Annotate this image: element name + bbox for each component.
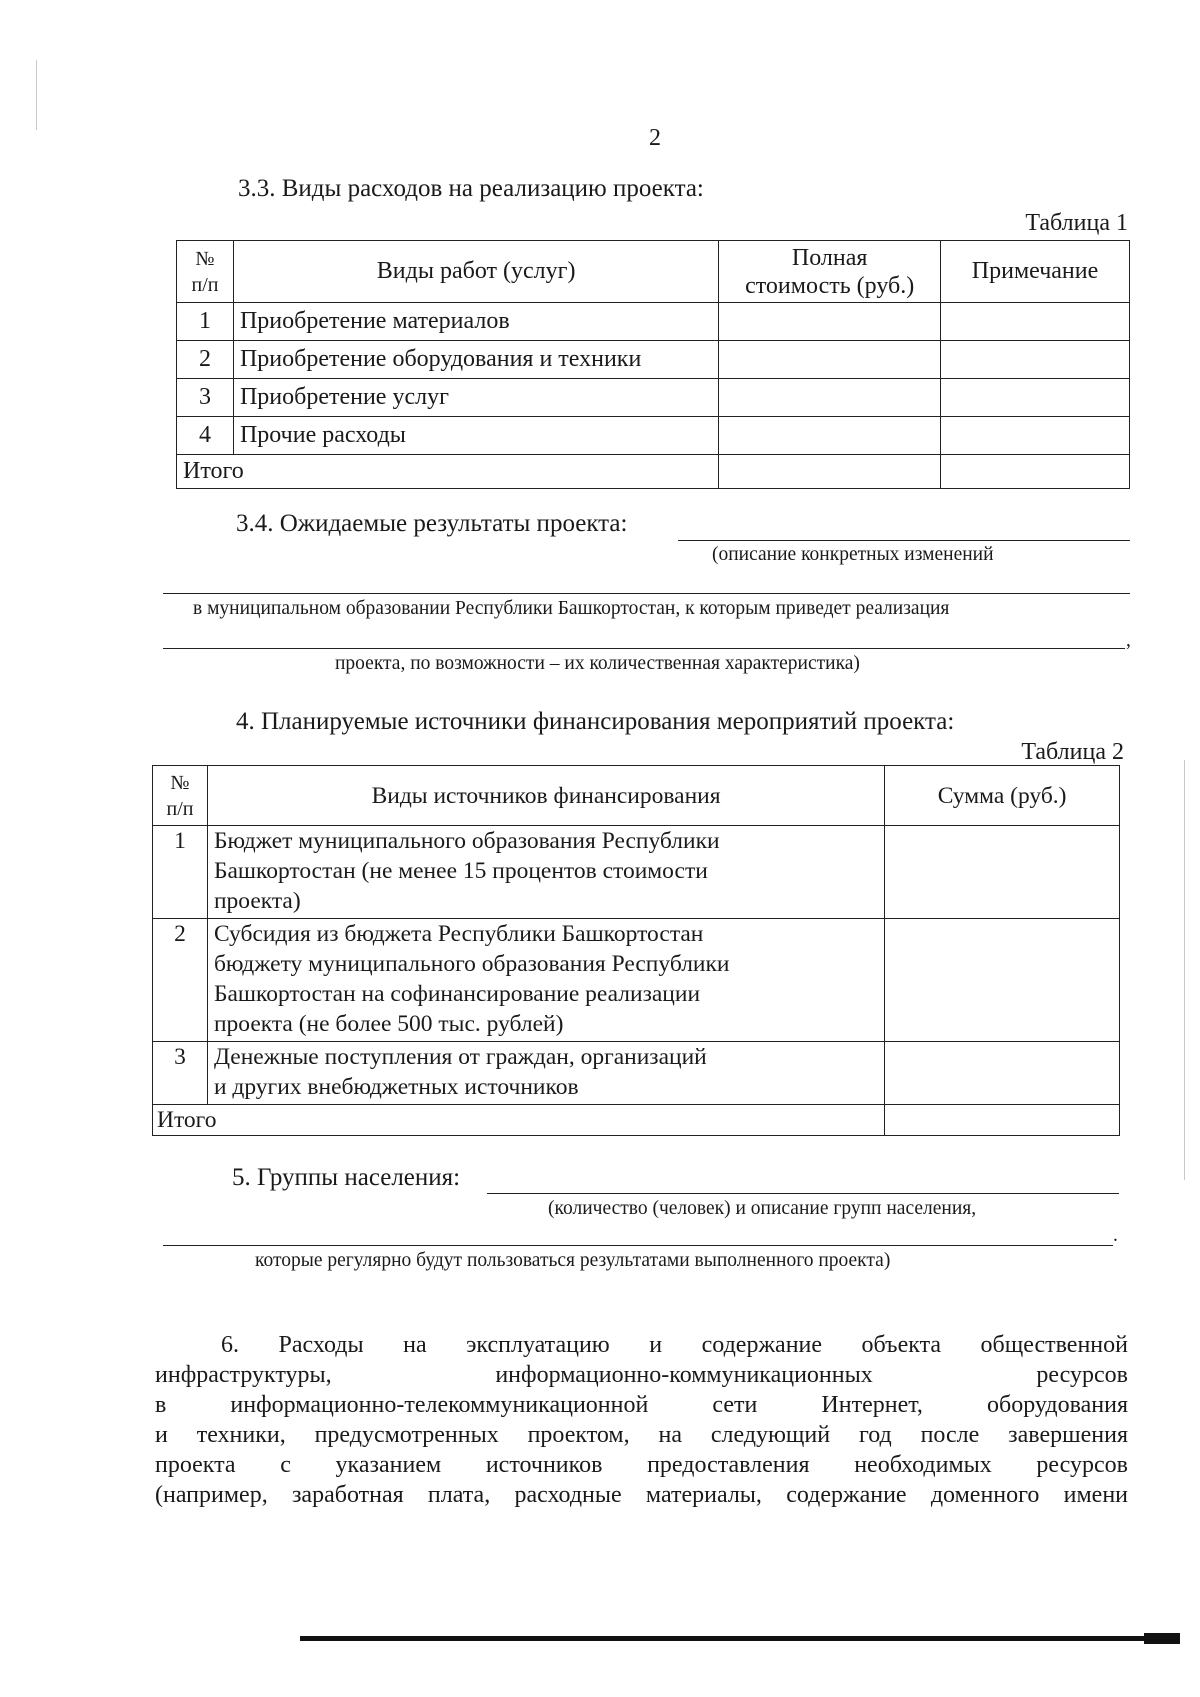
table-2-caption: Таблица 2 — [1021, 739, 1124, 765]
population-groups-hint-2: которые регулярно будут пользоваться результатами выполненного проекта) — [255, 1250, 891, 1271]
section-4-heading: 4. Планируемые источники финансирования мероприятий проекта: — [236, 708, 955, 735]
population-groups-hint-1: (количество (человек) и описание групп населения, — [548, 1198, 977, 1219]
header-cost-line2: стоимость (руб.) — [745, 272, 915, 299]
row-text-line: проекта) — [213, 888, 301, 914]
table-total-row — [177, 455, 1130, 489]
row-sum-cell — [885, 919, 1120, 1042]
row-num: 1 — [177, 303, 234, 341]
scan-margin-mark — [36, 60, 37, 130]
paragraph-line: в информационно-телекоммуникационной сети Интернет, оборудования — [155, 1392, 1128, 1418]
header-work-type: Виды работ (услуг) — [233, 241, 718, 303]
row-cost-cell — [719, 341, 941, 379]
expected-results-line-3 — [163, 648, 1125, 649]
paragraph-line: (например, заработная плата, расходные материалы, содержание доменного имени — [155, 1482, 1128, 1508]
scan-margin-mark — [1184, 760, 1185, 1180]
header-sum: Сумма (руб.) — [885, 766, 1120, 826]
row-num: 4 — [177, 417, 234, 455]
row-note-cell — [941, 417, 1130, 455]
table-row — [177, 341, 1130, 379]
row-description — [207, 1042, 884, 1105]
paragraph-line: инфраструктуры, информационно-коммуникационных ресурсов — [155, 1362, 1128, 1388]
section-3-4-heading: 3.4. Ожидаемые результаты проекта: — [236, 510, 628, 537]
row-text-line: Бюджет муниципального образования Республики — [213, 828, 720, 854]
row-num: 3 — [177, 379, 234, 417]
row-description — [207, 919, 884, 1042]
expected-results-line-1 — [678, 540, 1130, 541]
table-row — [153, 919, 1120, 1042]
row-num: 2 — [177, 341, 234, 379]
table-total-row — [153, 1105, 1120, 1136]
expected-results-line-2 — [163, 593, 1130, 594]
population-groups-line-2 — [163, 1245, 1113, 1246]
header-num-cell — [153, 766, 208, 826]
row-cost-cell — [719, 417, 941, 455]
row-label: Приобретение материалов — [233, 303, 718, 341]
scan-bottom-bar — [300, 1636, 1180, 1641]
total-label: Итого — [153, 1105, 885, 1136]
section-6-paragraph — [155, 1330, 1128, 1510]
table-header-row — [177, 241, 1130, 303]
row-note-cell — [941, 303, 1130, 341]
total-sum-cell — [885, 1105, 1120, 1136]
header-num-symbol: № — [195, 247, 215, 270]
row-text-line: проекта (не более 500 тыс. рублей) — [213, 1011, 564, 1037]
paragraph-line: проекта с указанием источников предоставления необходимых ресурсов — [155, 1452, 1128, 1478]
row-text-line: Денежные поступления от граждан, организаций — [213, 1044, 707, 1070]
row-description — [207, 826, 884, 919]
expected-results-line-end: , — [1126, 630, 1131, 651]
row-note-cell — [941, 379, 1130, 417]
expected-results-hint-2: в муниципальном образовании Республики Башкортостан, к которым приведет реализация — [193, 598, 950, 619]
row-sum-cell — [885, 826, 1120, 919]
header-num-abbr: п/п — [191, 273, 219, 296]
table-row — [153, 1042, 1120, 1105]
section-5-heading: 5. Группы населения: — [232, 1164, 461, 1191]
header-num-abbr: п/п — [166, 797, 194, 820]
row-text-line: и других внебюджетных источников — [213, 1074, 579, 1100]
total-cost-cell — [719, 455, 941, 489]
table-row — [177, 303, 1130, 341]
header-source-type: Виды источников финансирования — [207, 766, 884, 826]
row-label: Приобретение оборудования и техники — [233, 341, 718, 379]
header-num-symbol: № — [170, 771, 190, 794]
row-text-line: Башкортостан (не менее 15 процентов стоимости — [213, 858, 708, 884]
expense-types-table — [176, 240, 1130, 489]
row-label: Прочие расходы — [233, 417, 718, 455]
row-note-cell — [941, 341, 1130, 379]
expected-results-hint-1: (описание конкретных изменений — [712, 544, 994, 565]
row-text-line: бюджету муниципального образования Республики — [213, 951, 730, 977]
population-groups-line-end: . — [1113, 1225, 1118, 1246]
row-num: 2 — [153, 919, 208, 1042]
section-3-3-heading: 3.3. Виды расходов на реализацию проекта: — [238, 175, 704, 202]
table-row — [153, 826, 1120, 919]
row-num: 1 — [153, 826, 208, 919]
row-cost-cell — [719, 379, 941, 417]
population-groups-line-1 — [487, 1193, 1119, 1194]
row-text-line: Башкортостан на софинансирование реализации — [213, 981, 701, 1007]
total-label: Итого — [177, 455, 719, 489]
row-cost-cell — [719, 303, 941, 341]
total-note-cell — [941, 455, 1130, 489]
paragraph-line: и техники, предусмотренных проектом, на следующий год после завершения — [155, 1422, 1128, 1448]
table-row — [177, 379, 1130, 417]
header-cost-cell — [719, 241, 941, 303]
row-text-line: Субсидия из бюджета Республики Башкортостан — [213, 921, 704, 947]
page-number: 2 — [649, 125, 661, 151]
expected-results-hint-3: проекта, по возможности – их количественная характеристика) — [335, 653, 860, 674]
row-num: 3 — [153, 1042, 208, 1105]
row-label: Приобретение услуг — [233, 379, 718, 417]
table-header-row — [153, 766, 1120, 826]
table-1-caption: Таблица 1 — [1025, 210, 1128, 236]
table-row — [177, 417, 1130, 455]
paragraph-line: 6. Расходы на эксплуатацию и содержание объекта общественной — [221, 1332, 1128, 1358]
financing-sources-table — [152, 765, 1120, 1136]
header-cost-line1: Полная — [791, 244, 868, 271]
header-num-cell — [177, 241, 234, 303]
row-sum-cell — [885, 1042, 1120, 1105]
header-note: Примечание — [941, 241, 1130, 303]
